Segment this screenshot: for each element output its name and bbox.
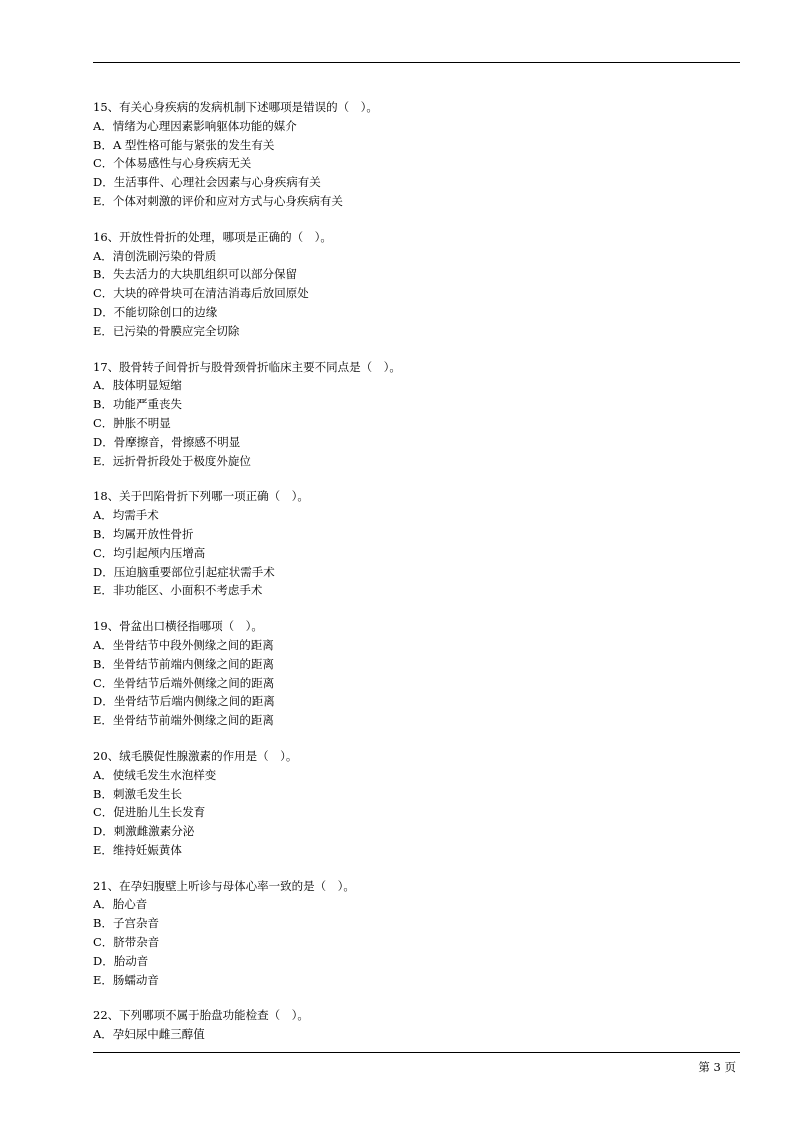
answer-option: E．坐骨结节前端外侧缘之间的距离	[93, 713, 274, 728]
footer-rule	[93, 1052, 740, 1053]
question-block	[93, 1006, 740, 1044]
answer-option: E．远折骨折段处于极度外旋位	[93, 453, 251, 468]
question-stem: 20、绒毛膜促性腺激素的作用是（ ）。	[93, 748, 298, 763]
answer-option: B．功能严重丧失	[93, 397, 182, 412]
question-block	[93, 228, 740, 341]
question-stem: 17、股骨转子间骨折与股骨颈骨折临床主要不同点是（ ）。	[93, 359, 401, 374]
question-block	[93, 487, 740, 600]
answer-option: E．肠蠕动音	[93, 972, 159, 987]
answer-option: D．生活事件、心理社会因素与心身疾病有关	[93, 175, 321, 190]
answer-option: A．清创洗刷污染的骨质	[93, 248, 217, 263]
answer-option: C．肿胀不明显	[93, 415, 171, 430]
question-list	[93, 98, 740, 1061]
answer-option: A．胎心音	[93, 897, 148, 912]
answer-option: A．均需手术	[93, 508, 159, 523]
answer-option: A．情绪为心理因素影响躯体功能的媒介	[93, 118, 297, 133]
question-block	[93, 877, 740, 990]
answer-option: A．使绒毛发生水泡样变	[93, 767, 217, 782]
question-block	[93, 98, 740, 211]
answer-option: C．大块的碎骨块可在清洁消毒后放回原处	[93, 286, 309, 301]
answer-option: B．A 型性格可能与紧张的发生有关	[93, 137, 275, 152]
answer-option: D．不能切除创口的边缘	[93, 304, 218, 319]
question-block	[93, 617, 740, 730]
answer-option: B．坐骨结节前端内侧缘之间的距离	[93, 656, 274, 671]
answer-option: E．维持妊娠黄体	[93, 842, 182, 857]
answer-option: B．失去活力的大块肌组织可以部分保留	[93, 267, 297, 282]
question-stem: 15、有关心身疾病的发病机制下述哪项是错误的（ ）。	[93, 100, 378, 114]
header-rule	[93, 62, 740, 63]
answer-option: B．均属开放性骨折	[93, 526, 194, 541]
question-block	[93, 358, 740, 471]
answer-option: C．个体易感性与心身疾病无关	[93, 156, 252, 171]
answer-option: A．孕妇尿中雌三醇值	[93, 1027, 205, 1042]
answer-option: D．坐骨结节后端内侧缘之间的距离	[93, 694, 275, 709]
answer-option: C．脐带杂音	[93, 935, 160, 950]
answer-option: D．压迫脑重要部位引起症状需手术	[93, 564, 275, 579]
question-stem: 21、在孕妇腹壁上听诊与母体心率一致的是（ ）。	[93, 878, 355, 893]
answer-option: E．个体对刺激的评价和应对方式与心身疾病有关	[93, 193, 343, 208]
answer-option: E．非功能区、小面积不考虑手术	[93, 583, 263, 598]
question-block	[93, 747, 740, 860]
answer-option: D．胎动音	[93, 953, 149, 968]
question-stem: 16、开放性骨折的处理，哪项是正确的（ ）。	[93, 229, 332, 244]
answer-option: A．坐骨结节中段外侧缘之间的距离	[93, 637, 274, 652]
page-number: 第 3 页	[698, 1060, 736, 1074]
question-stem: 22、下列哪项不属于胎盘功能检查（ ）。	[93, 1008, 309, 1023]
question-stem: 19、骨盆出口横径指哪项（ ）。	[93, 619, 263, 634]
answer-option: C．坐骨结节后端外侧缘之间的距离	[93, 675, 275, 690]
answer-option: D．刺激雌激素分泌	[93, 824, 195, 839]
answer-option: C．促进胎儿生长发育	[93, 805, 206, 820]
answer-option: B．刺激毛发生长	[93, 786, 182, 801]
answer-option: B．子宫杂音	[93, 916, 159, 931]
answer-option: C．均引起颅内压增高	[93, 545, 206, 560]
answer-option: E．已污染的骨膜应完全切除	[93, 323, 240, 338]
question-stem: 18、关于凹陷骨折下列哪一项正确（ ）。	[93, 489, 309, 504]
answer-option: A．肢体明显短缩	[93, 378, 182, 393]
answer-option: D．骨摩擦音，骨擦感不明显	[93, 434, 241, 449]
